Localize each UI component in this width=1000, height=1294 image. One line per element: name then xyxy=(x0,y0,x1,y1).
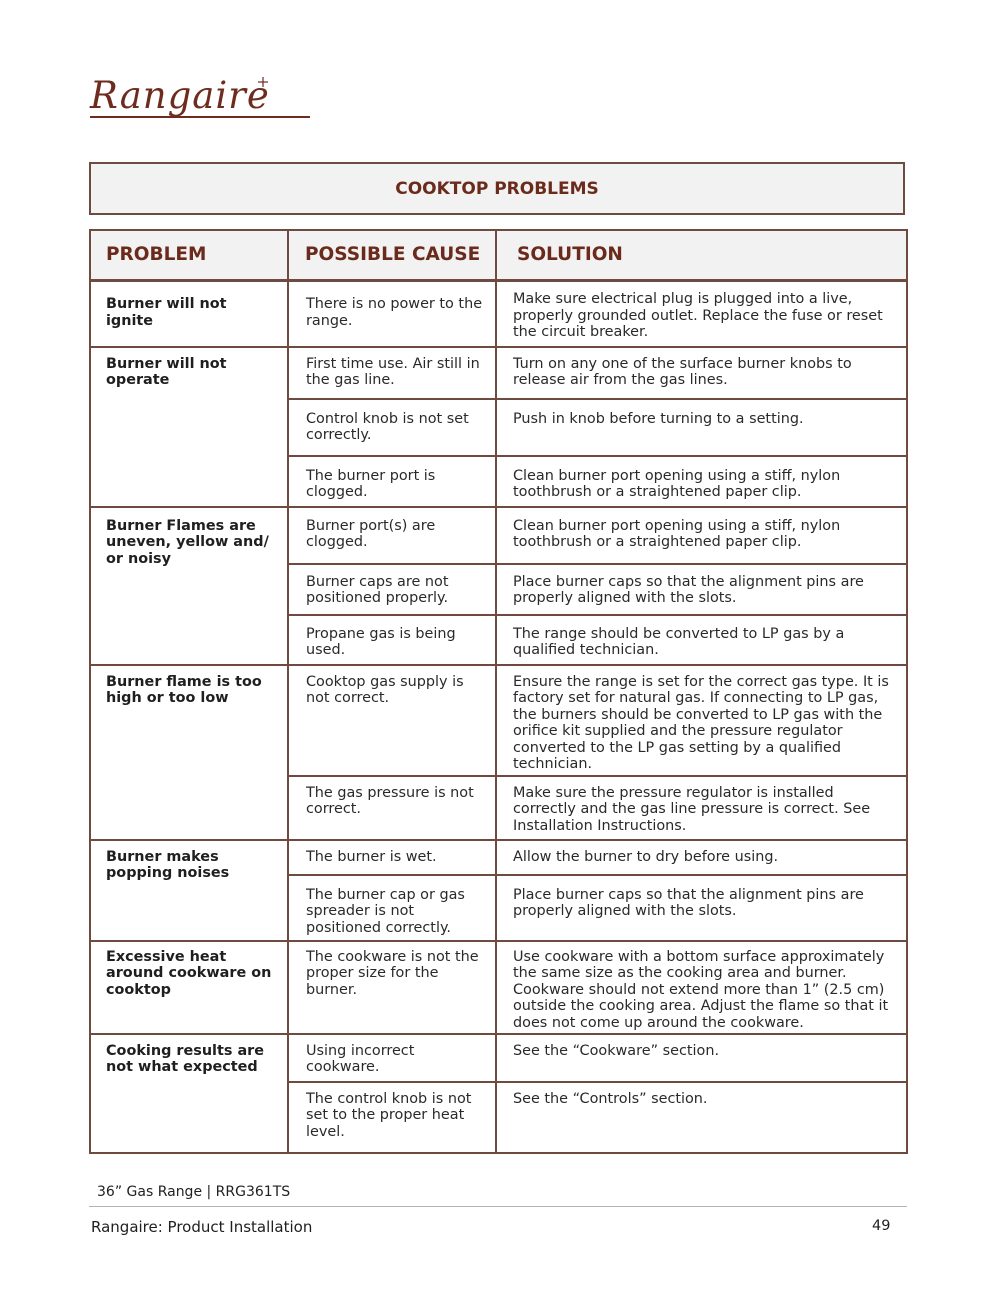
header-problem: PROBLEM xyxy=(90,230,288,281)
header-possible-cause: POSSIBLE CAUSE xyxy=(288,230,496,281)
footer-doc-title: Rangaire: Product Installation xyxy=(91,1218,313,1236)
cause-cell: The burner is wet. xyxy=(288,840,496,875)
problem-cell: Burner makes popping noises xyxy=(90,840,288,941)
problem-cell: Excessive heat around cookware on cooktop xyxy=(90,941,288,1034)
table-row xyxy=(90,281,907,347)
solution-cell: Allow the burner to dry before using. xyxy=(496,840,907,875)
table-row xyxy=(90,840,907,875)
cause-cell: The cookware is not the proper size for the burner. xyxy=(288,941,496,1034)
cause-cell: The control knob is not set to the proper heat level. xyxy=(288,1082,496,1153)
problem-cell: Burner flame is too high or too low xyxy=(90,665,288,840)
solution-cell: Clean burner port opening using a stiff, nylon toothbrush or a straightened paper clip. xyxy=(496,507,907,564)
logo-underline-graphic xyxy=(88,72,314,128)
cause-cell: The gas pressure is not correct. xyxy=(288,776,496,840)
table-header-row xyxy=(90,230,907,281)
cause-cell: There is no power to the range. xyxy=(288,281,496,347)
cause-cell: First time use. Air still in the gas line. xyxy=(288,347,496,399)
solution-cell: Place burner caps so that the alignment pins are properly aligned with the slots. xyxy=(496,875,907,941)
brand-logo xyxy=(88,72,314,128)
solution-cell: Place burner caps so that the alignment pins are properly aligned with the slots. xyxy=(496,564,907,615)
cause-cell: Control knob is not set correctly. xyxy=(288,399,496,456)
solution-cell: Use cookware with a bottom surface approximately the same size as the cooking area and burner. Cookware should not extend more than 1” (2.5 cm) outside the cooking area. Adjust the flame so that it does not come up around the cookware. xyxy=(496,941,907,1034)
solution-cell: The range should be converted to LP gas by a qualified technician. xyxy=(496,615,907,665)
table-row xyxy=(90,507,907,564)
table-row xyxy=(90,941,907,1034)
cause-cell: Burner caps are not positioned properly. xyxy=(288,564,496,615)
brand-logo-text: Rangaire xyxy=(90,74,270,117)
solution-cell: Make sure electrical plug is plugged into a live, properly grounded outlet. Replace the fuse or reset the circuit breaker. xyxy=(496,281,907,347)
solution-cell: Clean burner port opening using a stiff, nylon toothbrush or a straightened paper clip. xyxy=(496,456,907,507)
table-row xyxy=(90,1034,907,1082)
table-row xyxy=(90,665,907,776)
solution-cell: See the “Controls” section. xyxy=(496,1082,907,1153)
cause-cell: Burner port(s) are clogged. xyxy=(288,507,496,564)
section-title: COOKTOP PROBLEMS xyxy=(89,162,905,215)
problem-cell: Burner Flames are uneven, yellow and/ or noisy xyxy=(90,507,288,665)
solution-cell: Make sure the pressure regulator is installed correctly and the gas line pressure is correct. See Installation Instructions. xyxy=(496,776,907,840)
cause-cell: Using incorrect cookware. xyxy=(288,1034,496,1082)
solution-cell: Push in knob before turning to a setting. xyxy=(496,399,907,456)
problem-cell: Cooking results are not what expected xyxy=(90,1034,288,1153)
footer-divider xyxy=(89,1206,907,1207)
problem-cell: Burner will not ignite xyxy=(90,281,288,347)
table-row xyxy=(90,347,907,399)
cause-cell: The burner port is clogged. xyxy=(288,456,496,507)
cause-cell: The burner cap or gas spreader is not positioned correctly. xyxy=(288,875,496,941)
header-solution: SOLUTION xyxy=(496,230,907,281)
troubleshooting-table xyxy=(89,229,908,1154)
solution-cell: Ensure the range is set for the correct gas type. It is factory set for natural gas. If connecting to LP gas, the burners should be converted to LP gas with the orifice kit supplied and the pressure regulator converted to the LP gas setting by a qualified technician. xyxy=(496,665,907,776)
problem-cell: Burner will not operate xyxy=(90,347,288,507)
cause-cell: Propane gas is being used. xyxy=(288,615,496,665)
cause-cell: Cooktop gas supply is not correct. xyxy=(288,665,496,776)
solution-cell: Turn on any one of the surface burner knobs to release air from the gas lines. xyxy=(496,347,907,399)
footer-model: 36” Gas Range | RRG361TS xyxy=(97,1184,291,1200)
page-number: 49 xyxy=(872,1218,891,1234)
solution-cell: See the “Cookware” section. xyxy=(496,1034,907,1082)
